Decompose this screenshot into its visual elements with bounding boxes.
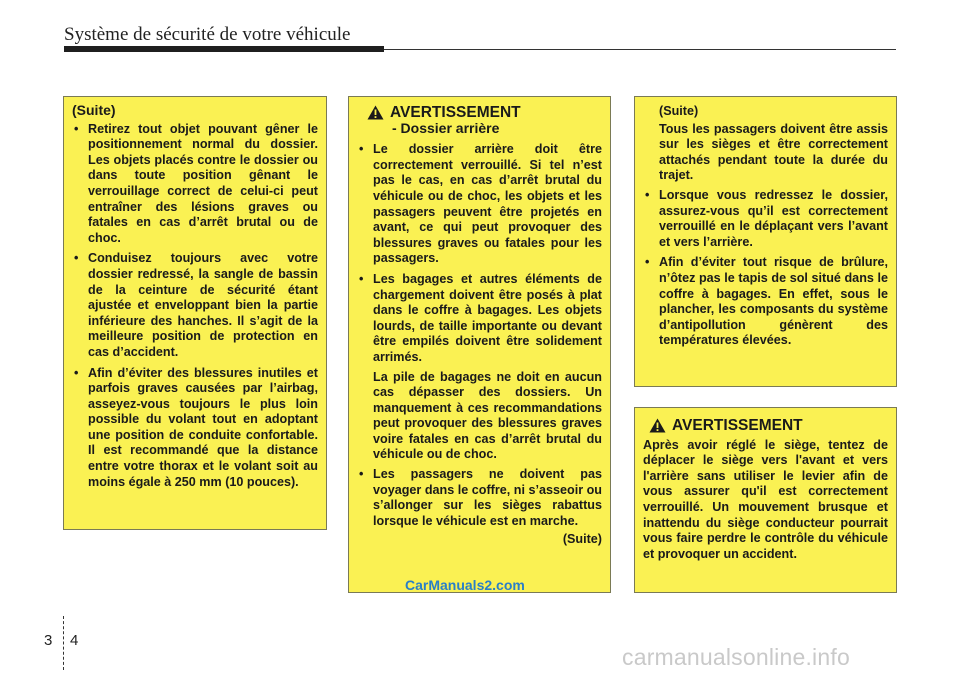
warning-subtitle: - Dossier arrière (392, 119, 500, 136)
warning-list (357, 142, 602, 365)
warning-heading (649, 418, 888, 434)
header-rule (64, 46, 896, 53)
header-rule-thick (64, 46, 384, 52)
list-item: • Les passagers ne doivent pas voyager dans le coffre, ni s’asseoir ou s’allonger sur les sièges rabattus lorsque le véhicule est en marche. (357, 467, 602, 529)
footer-watermark-logo: carmanualsonline.info (622, 644, 850, 670)
warning-list-cont (357, 467, 602, 529)
page-number-value: 4 (70, 632, 79, 649)
watermark-link[interactable]: CarManuals2.com (405, 577, 525, 593)
warning-title: AVERTISSEMENT (672, 417, 803, 434)
notice-list (643, 188, 888, 349)
intro-text: Tous les passagers doivent être assis sur les sièges et être correctement attachés pendant toute la durée du trajet. (659, 121, 888, 183)
warning-body: Après avoir réglé le siège, tentez de déplacer le siège vers l'avant et vers l'arrière sans utiliser le levier afin de vous assurer qu'il est correctement verrouillé. Un mouvement brusque et inattendu du siège conducteur pourrait vous faire perdre le contrôle du véhicule et provoquer un accident. (643, 437, 888, 561)
warning-heading (367, 105, 602, 121)
list-item: • Conduisez toujours avec votre dossier redressé, la sangle de bassin de la ceinture de sécurité étant ajustée et enveloppant bien la partie inférieure des hanches. Il s’agit de la meilleure position de protection en cas d’accident. (72, 251, 318, 360)
continued-heading: (Suite) (72, 102, 116, 118)
notice-list (72, 122, 318, 491)
list-item-text: Les bagages et autres éléments de chargement doivent être posés à plat dans le coffre à bagages. Les objets lourds, de taille importante ou devant être empilés doivent être solidement arrimés. (373, 271, 602, 364)
chapter-number: 3 (44, 632, 53, 649)
list-item: • Le dossier arrière doit être correctement verrouillé. Si tel n’est pas le cas, en cas d’arrêt brutal du véhicule ou de choc, les objets et les passagers peuvent être projetés en avant, ce qui peut provoquer des blessures graves ou fatales pour les passagers. (357, 142, 602, 267)
continued-notice-box-right (634, 96, 897, 387)
continued-notice-box (63, 96, 327, 530)
page-number-divider (63, 616, 64, 670)
warning-title: AVERTISSEMENT (390, 104, 521, 121)
list-item: • Lorsque vous redressez le dossier, assurez-vous qu’il est correctement verrouillé en le déplaçant vers l’avant et vers l’arrière. (643, 188, 888, 250)
list-item: • Afin d’éviter tout risque de brûlure, n’ôtez pas le tapis de sol situé dans le coffre à bagages. En effet, sous le plancher, les composants du système d’antipollution génèrent des températures élevées. (643, 255, 888, 349)
warning-triangle-icon (367, 105, 384, 120)
continued-label: (Suite) (562, 532, 602, 547)
list-item-continuation: La pile de bagages ne doit en aucun cas dépasser des dossiers. Un manquement à ces recommandations peut provoquer des blessures graves voire fatales en cas d’arrêt brutal du véhicule ou de choc. (373, 369, 602, 462)
list-item: • Afin d’éviter des blessures inutiles et parfois graves causées par l’airbag, asseyez-vous toujours le plus loin possible du volant tout en adoptant une position de conduite confortable. Il est recommandé que la distance entre votre thorax et le volant soit au moins égale à 250 mm (10 pouces). (72, 366, 318, 491)
warning-triangle-icon (649, 418, 666, 433)
rear-seatback-warning-box (348, 96, 611, 593)
continued-heading: (Suite) (659, 104, 699, 118)
page-header-title: Système de sécurité de votre véhicule (64, 24, 351, 45)
seat-adjust-warning-box (634, 407, 897, 593)
list-item: • Retirez tout objet pouvant gêner le positionnement normal du dossier. Les objets placés contre le dossier ou dans toute position gênant le verrouillage correct de celui-ci peut entraîner des lésions graves ou fatales en cas d’arrêt brutal ou de choc. (72, 122, 318, 247)
list-item (357, 272, 602, 366)
